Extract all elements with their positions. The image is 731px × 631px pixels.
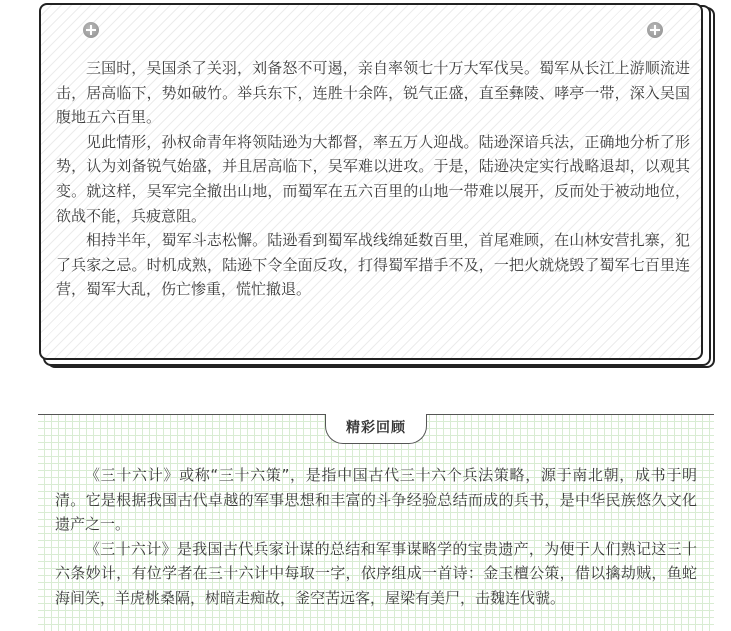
pushpin-icon: [647, 22, 663, 38]
review-paragraph: 《三十六计》是我国古代兵家计谋的总结和军事谋略学的宝贵遗产，为便于人们熟记这三十六条妙计，有位学者在三十六计中每取一字，依序组成一首诗：金玉檀公策，借以擒劫贼，鱼蛇海间笑，羊虎桃桑隔，树暗走痴故，釜空苦远客，屋梁有美尸，击魏连伐虢。: [55, 539, 697, 607]
card-body: [39, 3, 703, 360]
review-text: [55, 463, 697, 610]
story-text: [56, 56, 690, 302]
story-card: [39, 3, 713, 368]
review-paragraph: 《三十六计》或称“三十六策”，是指中国古代三十六个兵法策略，源于南北朝，成书于明清。它是根据我国古代卓越的军事思想和丰富的斗争经验总结而成的兵书，是中华民族悠久文化遗产之一。: [55, 466, 697, 533]
story-paragraph: 相持半年，蜀军斗志松懈。陆逊看到蜀军战线绵延数百里，首尾难顾，在山林安营扎寨，犯了兵家之忌。时机成熟，陆逊下令全面反攻，打得蜀军措手不及，一把火就烧毁了蜀军七百里连营，蜀军大乱，伤亡惨重，慌忙撤退。: [56, 231, 690, 299]
review-title-badge: 精彩回顾: [325, 414, 427, 444]
review-section: [38, 414, 714, 631]
pushpin-icon: [83, 22, 99, 38]
story-paragraph: 三国时，吴国杀了关羽，刘备怒不可遏，亲自率领七十万大军伐吴。蜀军从长江上游顺流进击，居高临下，势如破竹。举兵东下，连胜十余阵，锐气正盛，直至彝陵、哮亭一带，深入吴国腹地五六百里。: [56, 59, 690, 127]
story-paragraph: 见此情形，孙权命青年将领陆逊为大都督，率五万人迎战。陆逊深谙兵法，正确地分析了形势，认为刘备锐气始盛，并且居高临下，吴军难以进攻。于是，陆逊决定实行战略退却，以观其变。就这样，吴军完全撤出山地，而蜀军在五六百里的山地一带难以展开，反而处于被动地位，欲战不能，兵疲意阻。: [56, 132, 690, 225]
